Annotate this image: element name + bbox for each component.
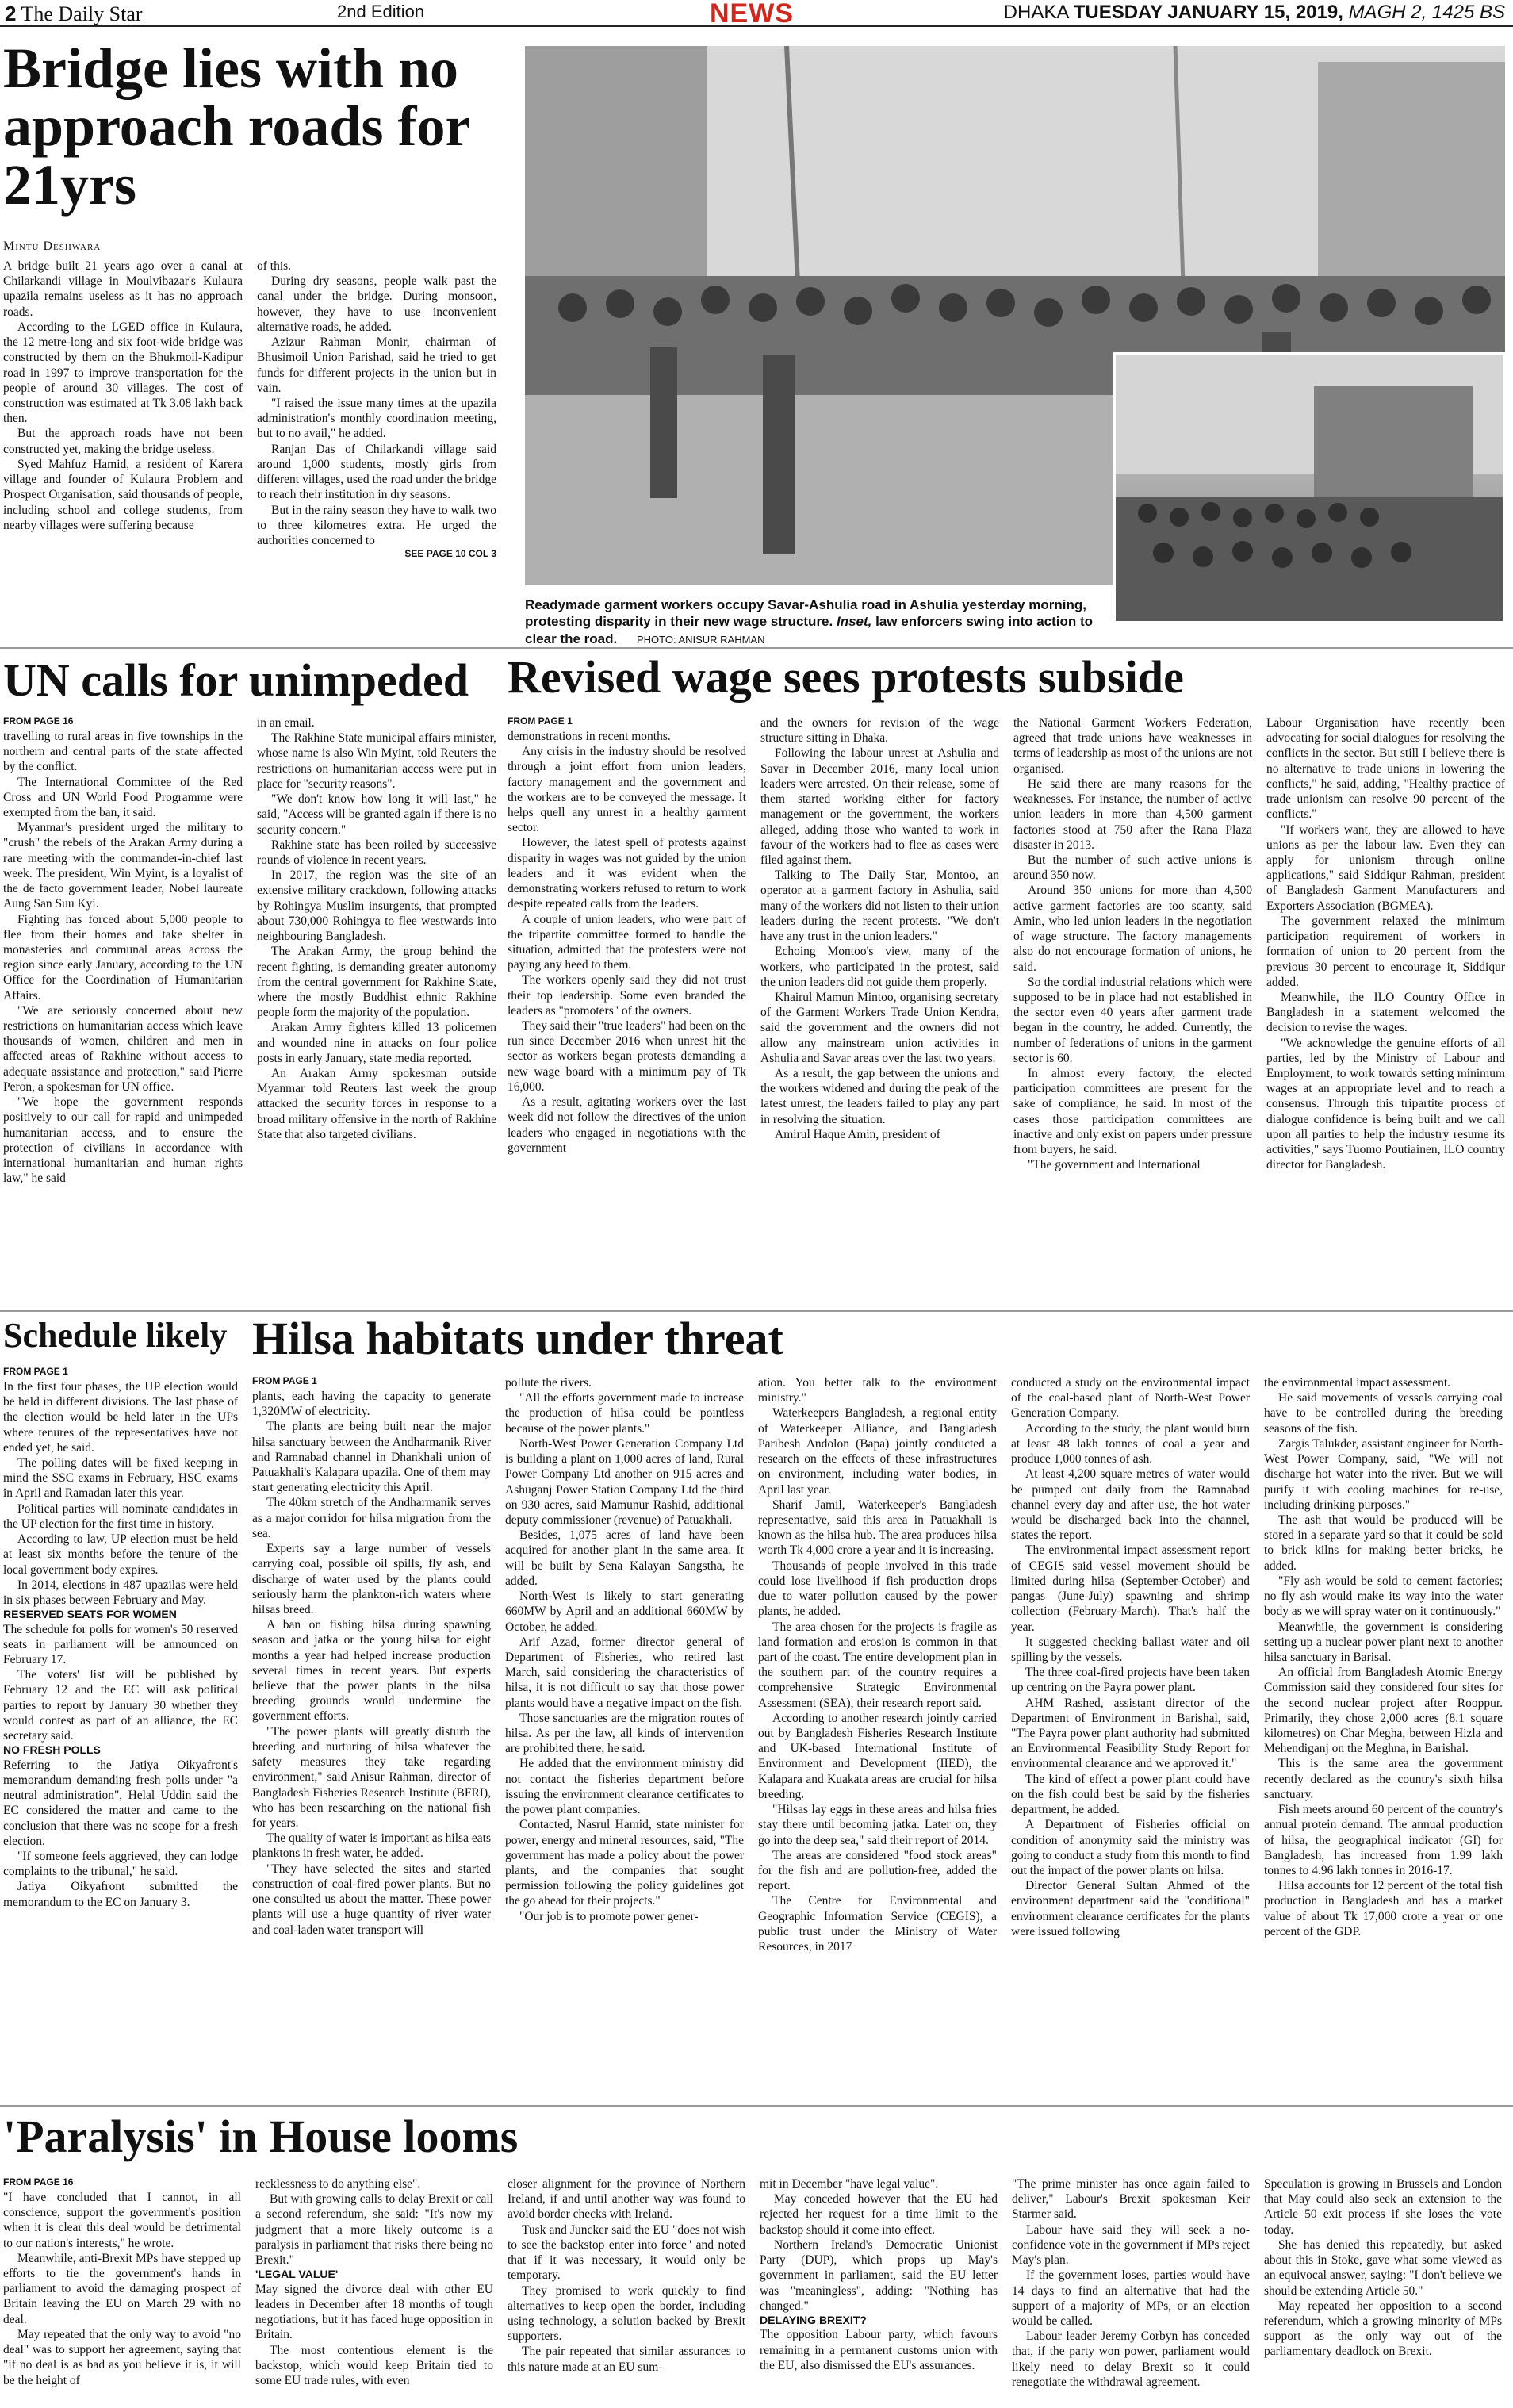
schedule-headline: Schedule likely: [3, 1316, 228, 1355]
paragraph: North-West is likely to start generating 660MW by April and an additional 660MW by October, he added.: [505, 1589, 744, 1634]
paragraph: pollute the rivers.: [505, 1376, 592, 1390]
paragraph: "Our job is to promote power gener-: [519, 1909, 699, 1923]
paragraph: in an email.: [257, 716, 315, 730]
hilsa-col-1-text: [252, 1389, 491, 1938]
wage-col-1-text: [508, 729, 746, 1156]
schedule-text-3: [3, 1758, 238, 1910]
paragraph: AHM Rashed, assistant director of the Department of Environment in Barishal, said, "The Payra power plant authority had submitted an Environmental Feasibility Study Report for environmental clearance and we approved it.": [1011, 1696, 1250, 1771]
hilsa-col-3: [758, 1375, 997, 2097]
paragraph: Waterkeepers Bangladesh, a regional entity of Waterkeeper Alliance, and Bangladesh Paribesh Andolon (Bapa) jointly conducted a research on the effects of these infrastructures on environment, including water bodies, in April last year.: [758, 1406, 997, 1497]
paragraph: The three coal-fired projects have been taken up centring on the Payra power plant.: [1011, 1666, 1250, 1695]
paragraph: "The government and International: [1028, 1158, 1201, 1172]
caption-text-1: Readymade garment workers occupy Savar-Ashulia road in Ashulia yesterday morning, protesting disparity in their new wage structure.: [525, 597, 1086, 630]
section-label: NEWS: [710, 0, 794, 29]
wage-headline: Revised wage sees protests subside: [508, 651, 1184, 703]
page-number: 2: [5, 2, 17, 25]
bridge-body: [3, 259, 496, 638]
paralysis-col-2: [255, 2176, 493, 2405]
paragraph: But with growing calls to delay Brexit or call a second referendum, she said: "It's now my judgment that a more likely outcome is a paralysis in parliament that risks there being no Brexit.": [255, 2192, 493, 2268]
un-headline: UN calls for unimpeded: [3, 654, 469, 706]
paragraph: The Arakan Army, the group behind the recent fighting, is demanding greater autonomy from the central government for Rakhine State, where the mostly Buddhist ethnic Rakhine people form the majority of the population.: [257, 945, 496, 1020]
paragraph: Syed Mahfuz Hamid, a resident of Karera village and founder of Kulaura Problem and Prospect Organisation, said thousands of people, including school and college students, from nearby villages were suffering because: [3, 457, 243, 532]
paralysis-col-4: [760, 2176, 998, 2405]
paragraph: The opposition Labour party, which favours remaining in a permanent customs union with the EU, also dismissed the EU's assurances.: [760, 2328, 998, 2372]
paragraph: An Arakan Army spokesman outside Myanmar told Reuters last week the group attacked the security forces in response to a broad military offensive in the north of Rakhine State that also targeted civilians.: [257, 1067, 496, 1141]
paragraph: He said movements of vessels carrying coal have to be controlled during the breeding seasons of the fish.: [1264, 1391, 1503, 1436]
paragraph: "All the efforts government made to increase the production of hilsa could be pointless because of the power plants.": [505, 1391, 744, 1436]
paragraph: May signed the divorce deal with other EU leaders in December after 18 months of tough negotiations, but it has faced huge opposition in Britain.: [255, 2282, 493, 2342]
paragraph: A ban on fishing hilsa during spawning season and jatka or the young hilsa for eight months a year had helped increase production several times in recent years. But experts believe that the power plants in the hilsa breeding grounds would undermine the government efforts.: [252, 1618, 491, 1724]
paralysis-col-1-text: [3, 2190, 241, 2388]
paragraph: Labour leader Jeremy Corbyn has conceded that, if the party won power, parliament would likely need to delay Brexit so it could renegotiate the withdrawal agreement.: [1012, 2329, 1250, 2389]
paragraph: She has denied this repeatedly, but asked about this in Stoke, gave what some viewed as an equivocal answer, saying: "I don't believe we should be extending Article 50.": [1264, 2237, 1502, 2298]
paragraph: travelling to rural areas in five townships in the northern and central parts of the state affected by the conflict.: [3, 729, 243, 774]
paragraph: Following the labour unrest at Ashulia and Savar in December 2016, many local union leaders were arrested. On their release, some of them started working either for factory management or the government, the workers alleged, adding those who wanted to work in favour of the workers had to flee as cases were filed against them.: [760, 746, 999, 867]
paragraph: Arif Azad, former director general of Department of Fisheries, who retired last March, said considering the characteristics of hilsa, it is not difficult to say that those power plants would have a negative impact on the fish.: [505, 1635, 744, 1710]
paragraph: According to the study, the plant would burn at least 48 lakh tonnes of coal a year and produce 1,000 tonnes of ash.: [1011, 1421, 1250, 1467]
paragraph: Arakan Army fighters killed 13 policemen and wounded nine in attacks on four police posts in early January, state media reported.: [257, 1021, 496, 1065]
paragraph: In 2017, the region was the site of an extensive military crackdown, following attacks by Rohingya Muslim insurgents, that prompted about 730,000 Rohingya to flee westwards into neighbouring Bangladesh.: [257, 868, 496, 944]
paragraph: According to law, UP election must be held at least six months before the tenure of the local government body expires.: [3, 1532, 238, 1577]
paragraph: The quality of water is important as hilsa eats planktons in fresh water, he added.: [252, 1831, 491, 1861]
paragraph: demonstrations in recent months.: [508, 729, 671, 743]
dateline-city: DHAKA: [1003, 2, 1069, 23]
dateline-bengali: MAGH 2, 1425 BS: [1348, 2, 1505, 23]
paragraph: Azizur Rahman Monir, chairman of Bhusimoil Union Parishad, said he tried to get funds for different projects in the union but in vain.: [257, 336, 496, 395]
paragraph: of this.: [257, 259, 292, 273]
paragraph: North-West Power Generation Company Ltd is building a plant on 1,000 acres of land, Rural Power Company Ltd another on 915 acres and Ashuganj Power Station Company Ltd the third on 930 acres, said Mamunur Rashid, additional deputy commissioner (revenue) of Patuakhali.: [505, 1436, 744, 1527]
paper-name: The Daily Star: [21, 2, 143, 25]
schedule-sub-2: NO FRESH POLLS: [3, 1743, 101, 1757]
paragraph: the National Garment Workers Federation, agreed that trade unions have weaknesses in terms of leadership as most of the unions are not organised.: [1013, 716, 1252, 776]
paragraph: Fish meets around 60 percent of the country's annual protein demand. The annual production of hilsa, the geographical indicator (GI) for Bangladesh, has increased from 1.99 lakh tonnes to 4.96 lakh tonnes in 2016-17.: [1264, 1803, 1503, 1877]
paragraph: Thousands of people involved in this trade could lose livelihood if fish production drops due to water pollution caused by the power plants, he added.: [758, 1559, 997, 1619]
paragraph: and the owners for revision of the wage structure sitting in Dhaka.: [760, 716, 999, 746]
schedule-text-2: [3, 1622, 238, 1744]
paragraph: Meanwhile, the ILO Country Office in Bangladesh in a statement welcomed the decision to revise the wages.: [1266, 990, 1505, 1035]
paragraph: Referring to the Jatiya Oikyafront's memorandum demanding fresh polls under "a neutral administration", Helal Uddin said the EC considered the matter and came to the conclusion that there was no scope for a fresh election.: [3, 1758, 238, 1848]
paralysis-col-5: [1012, 2176, 1250, 2405]
paragraph: A Department of Fisheries official on condition of anonymity said the ministry was going to conduct a study from this month to find out the impact of the power plants on hilsa.: [1011, 1818, 1250, 1877]
paragraph: Zargis Talukder, assistant engineer for North-West Power Company, said, "We will not discharge hot water into the river. But we will purify it with cooling machines for re-use, including drinking purposes.": [1264, 1436, 1503, 1512]
bridge-col-1: [3, 259, 243, 638]
paragraph: Khairul Mamun Mintoo, organising secretary of the Garment Workers Trade Union Kendra, said the government and the owners did not allow any mainstream union activities in Ashulia and Savar areas over the last two years.: [760, 990, 999, 1065]
photo-caption: [525, 596, 1104, 647]
bridge-col-2: [257, 259, 496, 638]
paragraph: The International Committee of the Red Cross and UN World Food Programme were exempted from the ban, it said.: [3, 775, 243, 819]
paragraph: As a result, the gap between the unions and the workers widened and during the peak of the latest unrest, the leaders failed to play any part in resolving the situation.: [760, 1067, 999, 1126]
paragraph: The government relaxed the minimum participation requirement of workers in formation of union to 20 percent from the previous 30 percent to encourage it, Siddiqur added.: [1266, 914, 1505, 989]
paragraph: ation. You better talk to the environment ministry.": [758, 1376, 997, 1405]
paragraph: "We don't know how long it will last," he said, "Access will be granted again if there is no security concern.": [257, 792, 496, 837]
paragraph: plants, each having the capacity to generate 1,320MW of electricity.: [252, 1389, 491, 1419]
paragraph: He said there are many reasons for the weaknesses. For instance, the number of active union leaders in more than 4,500 garment factories stood at 750 after the Rana Plaza disaster in 2013.: [1013, 776, 1252, 852]
paragraph: According to another research jointly carried out by Bangladesh Fisheries Research Institute and UK-based International Institute of Environment and Development (IIED), the Kalapara and Kuakata areas are crucial for hilsa breeding.: [758, 1711, 997, 1801]
wage-col-4: [1266, 715, 1505, 1302]
schedule-text-1: [3, 1379, 238, 1608]
paragraph: recklessness to do anything else".: [255, 2177, 421, 2191]
bridge-jump: SEE PAGE 10 COL 3: [404, 548, 496, 560]
edition-label: 2nd Edition: [337, 2, 425, 21]
paragraph: The pair repeated that similar assurances to this nature made at an EU sum-: [508, 2345, 745, 2374]
paragraph: The voters' list will be published by February 12 and the EC will ask political parties to report by January 30 whether they would contest as part of an alliance, the EC secretary said.: [3, 1668, 238, 1743]
paragraph: "Hilsas lay eggs in these areas and hilsa fries stay there until becoming jatka. Later on, they go into the deep sea," said their report of 2014.: [758, 1803, 997, 1847]
photo-credit: PHOTO: ANISUR RAHMAN: [636, 633, 765, 646]
paragraph: "The power plants will greatly disturb the breeding and nurturing of hilsa whatever the safety measures they take regarding environment," said Anisur Rahman, director of Bangladesh Fisheries Research Institute (BFRI), who has been researching on the national fish for years.: [252, 1724, 491, 1830]
paragraph: Besides, 1,075 acres of land have been acquired for another plant in the same area. It will be built by Sena Kalayan Sangstha, he added.: [505, 1528, 744, 1588]
section-divider: [0, 1310, 1513, 1312]
section-divider: [0, 647, 1513, 649]
paragraph: In the first four phases, the UP election would be held in different divisions. The last phase of the election would be held later in the UPs where tenures of the representatives have not ended yet, he said.: [3, 1379, 238, 1455]
paralysis-body: [3, 2176, 1505, 2405]
paragraph: During dry seasons, people walk past the canal under the bridge. During monsoon, however, they have to use inconvenient alternative roads, he added.: [257, 274, 496, 334]
paragraph: If the government loses, parties would have 14 days to find an alternative that had the support of a majority of MPs, or an election would be called.: [1012, 2268, 1250, 2328]
hilsa-col-1: [252, 1375, 491, 2097]
paragraph: In 2014, elections in 487 upazilas were held in six phases between February and May.: [3, 1578, 238, 1607]
paralysis-col-6: [1264, 2176, 1502, 2405]
paragraph: The kind of effect a power plant could have on the fish could best be said by the fisheries department, he added.: [1011, 1772, 1250, 1817]
paragraph: The plants are being built near the major hilsa sanctuary between the Andharmanik River and Ramnabad channel in Dhankhali union of Patuakhali's Kalapara upazila. One of them may start generating electricity this April.: [252, 1420, 491, 1495]
paralysis-col-3: [508, 2176, 745, 2405]
schedule-sub-1: RESERVED SEATS FOR WOMEN: [3, 1608, 177, 1621]
paragraph: "We are seriously concerned about new restrictions on humanitarian access which leave thousands of women, children and men in affected areas of Rakhine without access to adequate assistance and protection," said Pierre Peron, a spokesman for UN office.: [3, 1003, 243, 1094]
paragraph: Meanwhile, the government is considering setting up a nuclear power plant next to another hilsa sanctuary in Barisal.: [1264, 1620, 1503, 1664]
paragraph: A couple of union leaders, who were part of the tripartite committee formed to handle the situation, admitted that the protesters were not paying any heed to them.: [508, 912, 746, 972]
paragraph: It suggested checking ballast water and oil spilling by the vessels.: [1011, 1635, 1250, 1664]
masthead: [0, 0, 1513, 27]
hilsa-headline: Hilsa habitats under threat: [252, 1313, 783, 1364]
paragraph: the environmental impact assessment.: [1264, 1376, 1451, 1390]
paralysis-sub-2: DELAYING BREXIT?: [760, 2313, 867, 2326]
paragraph: "The prime minister has once again failed to deliver," Labour's Brexit spokesman Keir Starmer said.: [1012, 2177, 1250, 2222]
paragraph: The area chosen for the projects is fragile as land formation and erosion is common in that part of the coast. The entire development plan in the southern part of the country requires a comprehensive Strategic Environmental Assessment (SEA), their research report said.: [758, 1620, 997, 1710]
paragraph: May repeated her opposition to a second referendum, which a growing minority of MPs support as the only way out of the parliamentary deadlock on Brexit.: [1264, 2299, 1502, 2359]
schedule-from: FROM PAGE 1: [3, 1366, 68, 1377]
paralysis-col-4b-text: [760, 2327, 998, 2373]
paragraph: He added that the environment ministry did not contact the fisheries department before issuing the environment clearance certificates to the power plant companies.: [505, 1757, 744, 1817]
paragraph: "I have concluded that I cannot, in all conscience, support the government's position when it is clear this deal would be detrimental to our nation's interests," he wrote.: [3, 2190, 241, 2250]
paragraph: However, the latest spell of protests against disparity in wages was not guided by the union leaders and it was evident when the demonstrating workers refused to return to work despite repeated calls from the leaders.: [508, 836, 746, 911]
paralysis-col-4-text: [760, 2176, 998, 2314]
hilsa-body: [252, 1375, 1505, 2097]
paragraph: According to the LGED office in Kulaura, the 12 metre-long and six foot-wide bridge was constructed by them on the Bhukmoil-Kadipur road in 1997 to improve transportation for the people of around 30 villages. The cost of construction was estimated at Tk 3.08 lakh back then.: [3, 320, 243, 426]
paralysis-col-2-text: [255, 2176, 493, 2268]
paragraph: mit in December "have legal value".: [760, 2177, 939, 2191]
wage-col-2: [760, 715, 999, 1302]
paragraph: An official from Bangladesh Atomic Energy Commission said they considered four sites for the second nuclear project after Rooppur. Primarily, they chose 2,000 acres (8.1 square kilometres) on Char Megha, between Hizla and Mehendiganj on the Meghna, in Barishal.: [1264, 1666, 1503, 1756]
paragraph: Around 350 unions for more than 4,500 active garment factories are too scanty, said Amin, who led union leaders in the negotiation of wage structure. The factory managements also do not encourage formation of unions, he said.: [1013, 884, 1252, 974]
paragraph: Myanmar's president urged the military to "crush" the rebels of the Arakan Army during a rare meeting with the commander-in-chief last week. The president, Win Myint, is a loyalist of the de facto government leader, Nobel laureate Aung San Suu Kyi.: [3, 821, 243, 911]
un-from: FROM PAGE 16: [3, 715, 74, 727]
paragraph: So the cordial industrial relations which were supposed to be in place had not established in the sector even 40 years after garment trade began in the country, he added. Currently, the number of federations of unions in the garment sector is 60.: [1013, 975, 1252, 1065]
paragraph: They said their "true leaders" had been on the run since December 2016 when unrest hit the sector as workers began protests demanding a new wage board with a minimum pay of Tk 16,000.: [508, 1019, 746, 1094]
bridge-col-2-text: [257, 259, 496, 548]
paralysis-col-1: [3, 2176, 241, 2405]
paragraph: Echoing Montoo's view, many of the workers, who participated in the protest, said the union leaders did not guide them properly.: [760, 945, 999, 989]
paragraph: Experts say a large number of vessels carrying coal, possible oil spills, fly ash, and discharge of water used by the plants could seriously harm the plankton-rich waters where hilsas breed.: [252, 1542, 491, 1616]
wage-from: FROM PAGE 1: [508, 715, 573, 727]
paragraph: Contacted, Nasrul Hamid, state minister for power, energy and mineral resources, said, "The government has made a policy about the power plants, and the companies that sought permission following the policy guidelines got the go ahead for their projects.": [505, 1818, 744, 1908]
paralysis-sub-1: 'LEGAL VALUE': [255, 2268, 339, 2281]
paragraph: A bridge built 21 years ago over a canal at Chilarkandi village in Moulvibazar's Kulaura upazila remains useless as it has no approach roads.: [3, 259, 243, 319]
paragraph: This is the same area the government recently declared as the country's sixth hilsa sanctuary.: [1264, 1757, 1503, 1801]
paragraph: The ash that would be produced will be stored in a separate yard so that it could be sold to brick kilns for making better bricks, he added.: [1264, 1513, 1503, 1573]
paralysis-headline: 'Paralysis' in House looms: [3, 2111, 519, 2162]
un-col-1: [3, 715, 243, 1302]
un-body: [3, 715, 496, 1302]
paragraph: But in the rainy season they have to walk two to three kilometres extra. He urged the authorities concerned to: [257, 503, 496, 547]
paragraph: Ranjan Das of Chilarkandi village said around 1,000 students, mostly girls from different villages, used the road under the bridge to reach their institution in dry seasons.: [257, 442, 496, 502]
paragraph: Northern Ireland's Democratic Unionist Party (DUP), which props up May's government in parliament, said the EU letter was "meaningless", adding: "Nothing has changed.": [760, 2237, 998, 2313]
dateline: [1004, 2, 1505, 24]
paragraph: They promised to work quickly to find alternatives to keep open the border, including using technology, a solution backed by Brexit supporters.: [508, 2283, 745, 2344]
paragraph: Labour have said they will seek a no-confidence vote in the government if MPs reject May's plan.: [1012, 2222, 1250, 2268]
paragraph: "I raised the issue many times at the upazila administration's monthly coordination meeting, but to no avail," he added.: [257, 396, 496, 441]
paragraph: As a result, agitating workers over the last week did not follow the directives of the union leaders who engaged in negotiations with the government: [508, 1095, 746, 1155]
section-divider: [0, 2105, 1513, 2107]
paragraph: May conceded however that the EU had rejected her request for a time limit to the backstop should it come into effect.: [760, 2192, 998, 2237]
paragraph: The areas are considered "food stock areas" for the fish and are pollution-free, added the report.: [758, 1848, 997, 1893]
paragraph: Political parties will nominate candidates in the UP election for the first time in history.: [3, 1501, 238, 1531]
paragraph: Meanwhile, anti-Brexit MPs have stepped up efforts to tie the government's hands in parliament to avoid the damaging prospect of Britain leaving the EU on March 29 with no deal.: [3, 2251, 241, 2326]
dateline-date: TUESDAY JANUARY 15, 2019,: [1073, 2, 1343, 23]
paragraph: The schedule for polls for women's 50 reserved seats in parliament will be announced on February 17.: [3, 1622, 238, 1666]
paragraph: "If workers want, they are allowed to have unions as per the labour law. Even they can apply for unionism through online applications," said Siddiqur Rahman, president of Bangladesh Garment Manufacturers and Exporters Association (BGMEA).: [1266, 822, 1505, 913]
hilsa-col-5: [1264, 1375, 1503, 2097]
paragraph: Those sanctuaries are the migration routes of hilsa. As per the law, all kinds of intervention are prohibited there, he said.: [505, 1711, 744, 1756]
paragraph: "We acknowledge the genuine efforts of all parties, led by the Ministry of Labour and Employment, to work towards setting minimum wages at an appropriate level and to reach a consensus. Through this tripartite process of dialogue confidence is being built and we call upon all parties to help the industry resume its activities," says Tuomo Poutiainen, ILO country director for Bangladesh.: [1266, 1036, 1505, 1172]
un-col-1-text: [3, 729, 243, 1187]
wage-col-3: [1013, 715, 1252, 1302]
paragraph: Any crisis in the industry should be resolved through a joint effort from union leaders, factory management and the government and the workers are to be conveyed the message. It helps quell any unrest in a healthy garment sector.: [508, 745, 746, 835]
schedule-body: [3, 1366, 238, 2095]
paragraph: Director General Sultan Ahmed of the environment department said the "conditional" environment clearance certificates for the plants were issued following: [1011, 1879, 1250, 1938]
paragraph: "They have selected the sites and started construction of coal-fired power plants. But no one consulted us about the matter. These power plants will use a huge quantity of river water and coal-laden water transport will: [252, 1862, 491, 1937]
paragraph: "If someone feels aggrieved, they can lodge complaints to the tribunal," he said.: [3, 1849, 238, 1879]
hilsa-from: FROM PAGE 1: [252, 1375, 317, 1386]
paragraph: But the approach roads have not been constructed yet, making the bridge useless.: [3, 427, 243, 456]
paragraph: But the number of such active unions is around 350 now.: [1013, 853, 1252, 883]
paragraph: closer alignment for the province of Northern Ireland, if and until another way was found to avoid border checks with Ireland.: [508, 2177, 745, 2222]
paralysis-from: FROM PAGE 16: [3, 2176, 74, 2188]
bridge-byline: Mintu Deshwara: [3, 240, 102, 253]
paragraph: The most contentious element is the backstop, which would keep Britain tied to some EU trade rules, with even: [255, 2343, 493, 2387]
hilsa-col-2: [505, 1375, 744, 2097]
paragraph: "We hope the government responds positively to our call for rapid and unimpeded humanitarian access, and to ensure the protection of civilians in accordance with international humanitarian and human rights law," he said: [3, 1095, 243, 1186]
wage-col-1: [508, 715, 746, 1302]
un-col-2: [257, 715, 496, 1302]
paragraph: The environmental impact assessment report of CEGIS said vessel movement should be limited during hilsa (September-October) and pangas (June-July) spawning and shrimp collection (February-March). That's half the year.: [1011, 1543, 1250, 1634]
wage-body: [508, 715, 1505, 1302]
paragraph: The Rakhine State municipal affairs minister, whose name is also Win Myint, told Reuters the restrictions on humanitarian access were put in place for "security reasons".: [257, 731, 496, 791]
paragraph: May repeated that the only way to avoid "no deal" was to support her agreement, saying that "if no deal is as bad as you believe it is, it will be the height of: [3, 2327, 241, 2387]
paragraph: Speculation is growing in Brussels and London that May could also seek an extension to the Article 50 exit process if she loses the vote today.: [1264, 2177, 1502, 2237]
masthead-paper: [5, 2, 143, 26]
paragraph: The Centre for Environmental and Geographic Information Service (CEGIS), a public trust under the Ministry of Water Resources, in 2017: [758, 1894, 997, 1954]
paragraph: Tusk and Juncker said the EU "does not wish to see the backstop enter into force" and noted that if it was necessary, it would only be temporary.: [508, 2222, 745, 2283]
paragraph: At least 4,200 square metres of water would be pumped out daily from the Ramnabad channel every day and after use, the hot water would be discharged back into the channel, states the report.: [1011, 1467, 1250, 1543]
paragraph: Fighting has forced about 5,000 people to flee from their homes and take shelter in monasteries and communal areas across the region since early January, according to the UN Office for the Coordination of Humanitarian Affairs.: [3, 912, 243, 1003]
bridge-headline: Bridge lies with no approach roads for 21yrs: [3, 36, 470, 217]
paragraph: The workers openly said they did not trust their top leadership. Some even branded the leaders as "promoters" of the owners.: [508, 973, 746, 1018]
paragraph: Sharif Jamil, Waterkeeper's Bangladesh representative, said this area in Patuakhali is known as the hilsa hub. The area produces hilsa worth Tk 4,000 crore a year and it is increasing.: [758, 1497, 997, 1558]
paragraph: "Fly ash would be sold to cement factories; no fly ash would make its way into the water body as we will spray water on it continuously.": [1264, 1574, 1503, 1619]
paragraph: Hilsa accounts for 12 percent of the total fish production in Bangladesh and has a market value of about Tk 17,000 crore a year or one percent of the GDP.: [1264, 1879, 1503, 1938]
paragraph: In almost every factory, the elected participation committees are present for the sake of compliance, he said. In most of the cases those participation committees are inactive and only exist on papers under pressure from buyers, he said.: [1013, 1067, 1252, 1157]
paralysis-col-2b-text: [255, 2282, 493, 2389]
paragraph: Talking to The Daily Star, Montoo, an operator at a garment factory in Ashulia, said many of the workers did not listen to their union leaders during the recent protests. "We don't have any trust in the union leaders.": [760, 868, 999, 944]
paragraph: Labour Organisation have recently been advocating for social dialogues for resolving the conflicts in the sector. But still I believe there is no alternative to trade unions in lowering the conflicts," he said, adding, "Healthy practice of trade unionism can resolve 90 percent of the conflicts.": [1266, 716, 1505, 822]
police-photo-illustration: [1116, 355, 1503, 621]
caption-inset-word: Inset,: [836, 614, 872, 630]
paragraph: The polling dates will be fixed keeping in mind the SSC exams in February, HSC exams in April and Ramadan later this year.: [3, 1455, 238, 1501]
paragraph: The 40km stretch of the Andharmanik serves as a major corridor for hilsa migration from the sea.: [252, 1496, 491, 1540]
paragraph: Amirul Haque Amin, president of: [775, 1127, 940, 1141]
paragraph: Jatiya Oikyafront submitted the memorandum to the EC on January 3.: [3, 1880, 238, 1909]
paragraph: Rakhine state has been roiled by successive rounds of violence in recent years.: [257, 838, 496, 867]
hilsa-col-4: [1011, 1375, 1250, 2097]
inset-photo: [1113, 352, 1505, 623]
caption-text-2: law enforcers swing into action to clear the road.: [525, 614, 1094, 646]
paragraph: conducted a study on the environmental impact of the coal-based plant of North-West Power Generation Company.: [1011, 1376, 1250, 1421]
